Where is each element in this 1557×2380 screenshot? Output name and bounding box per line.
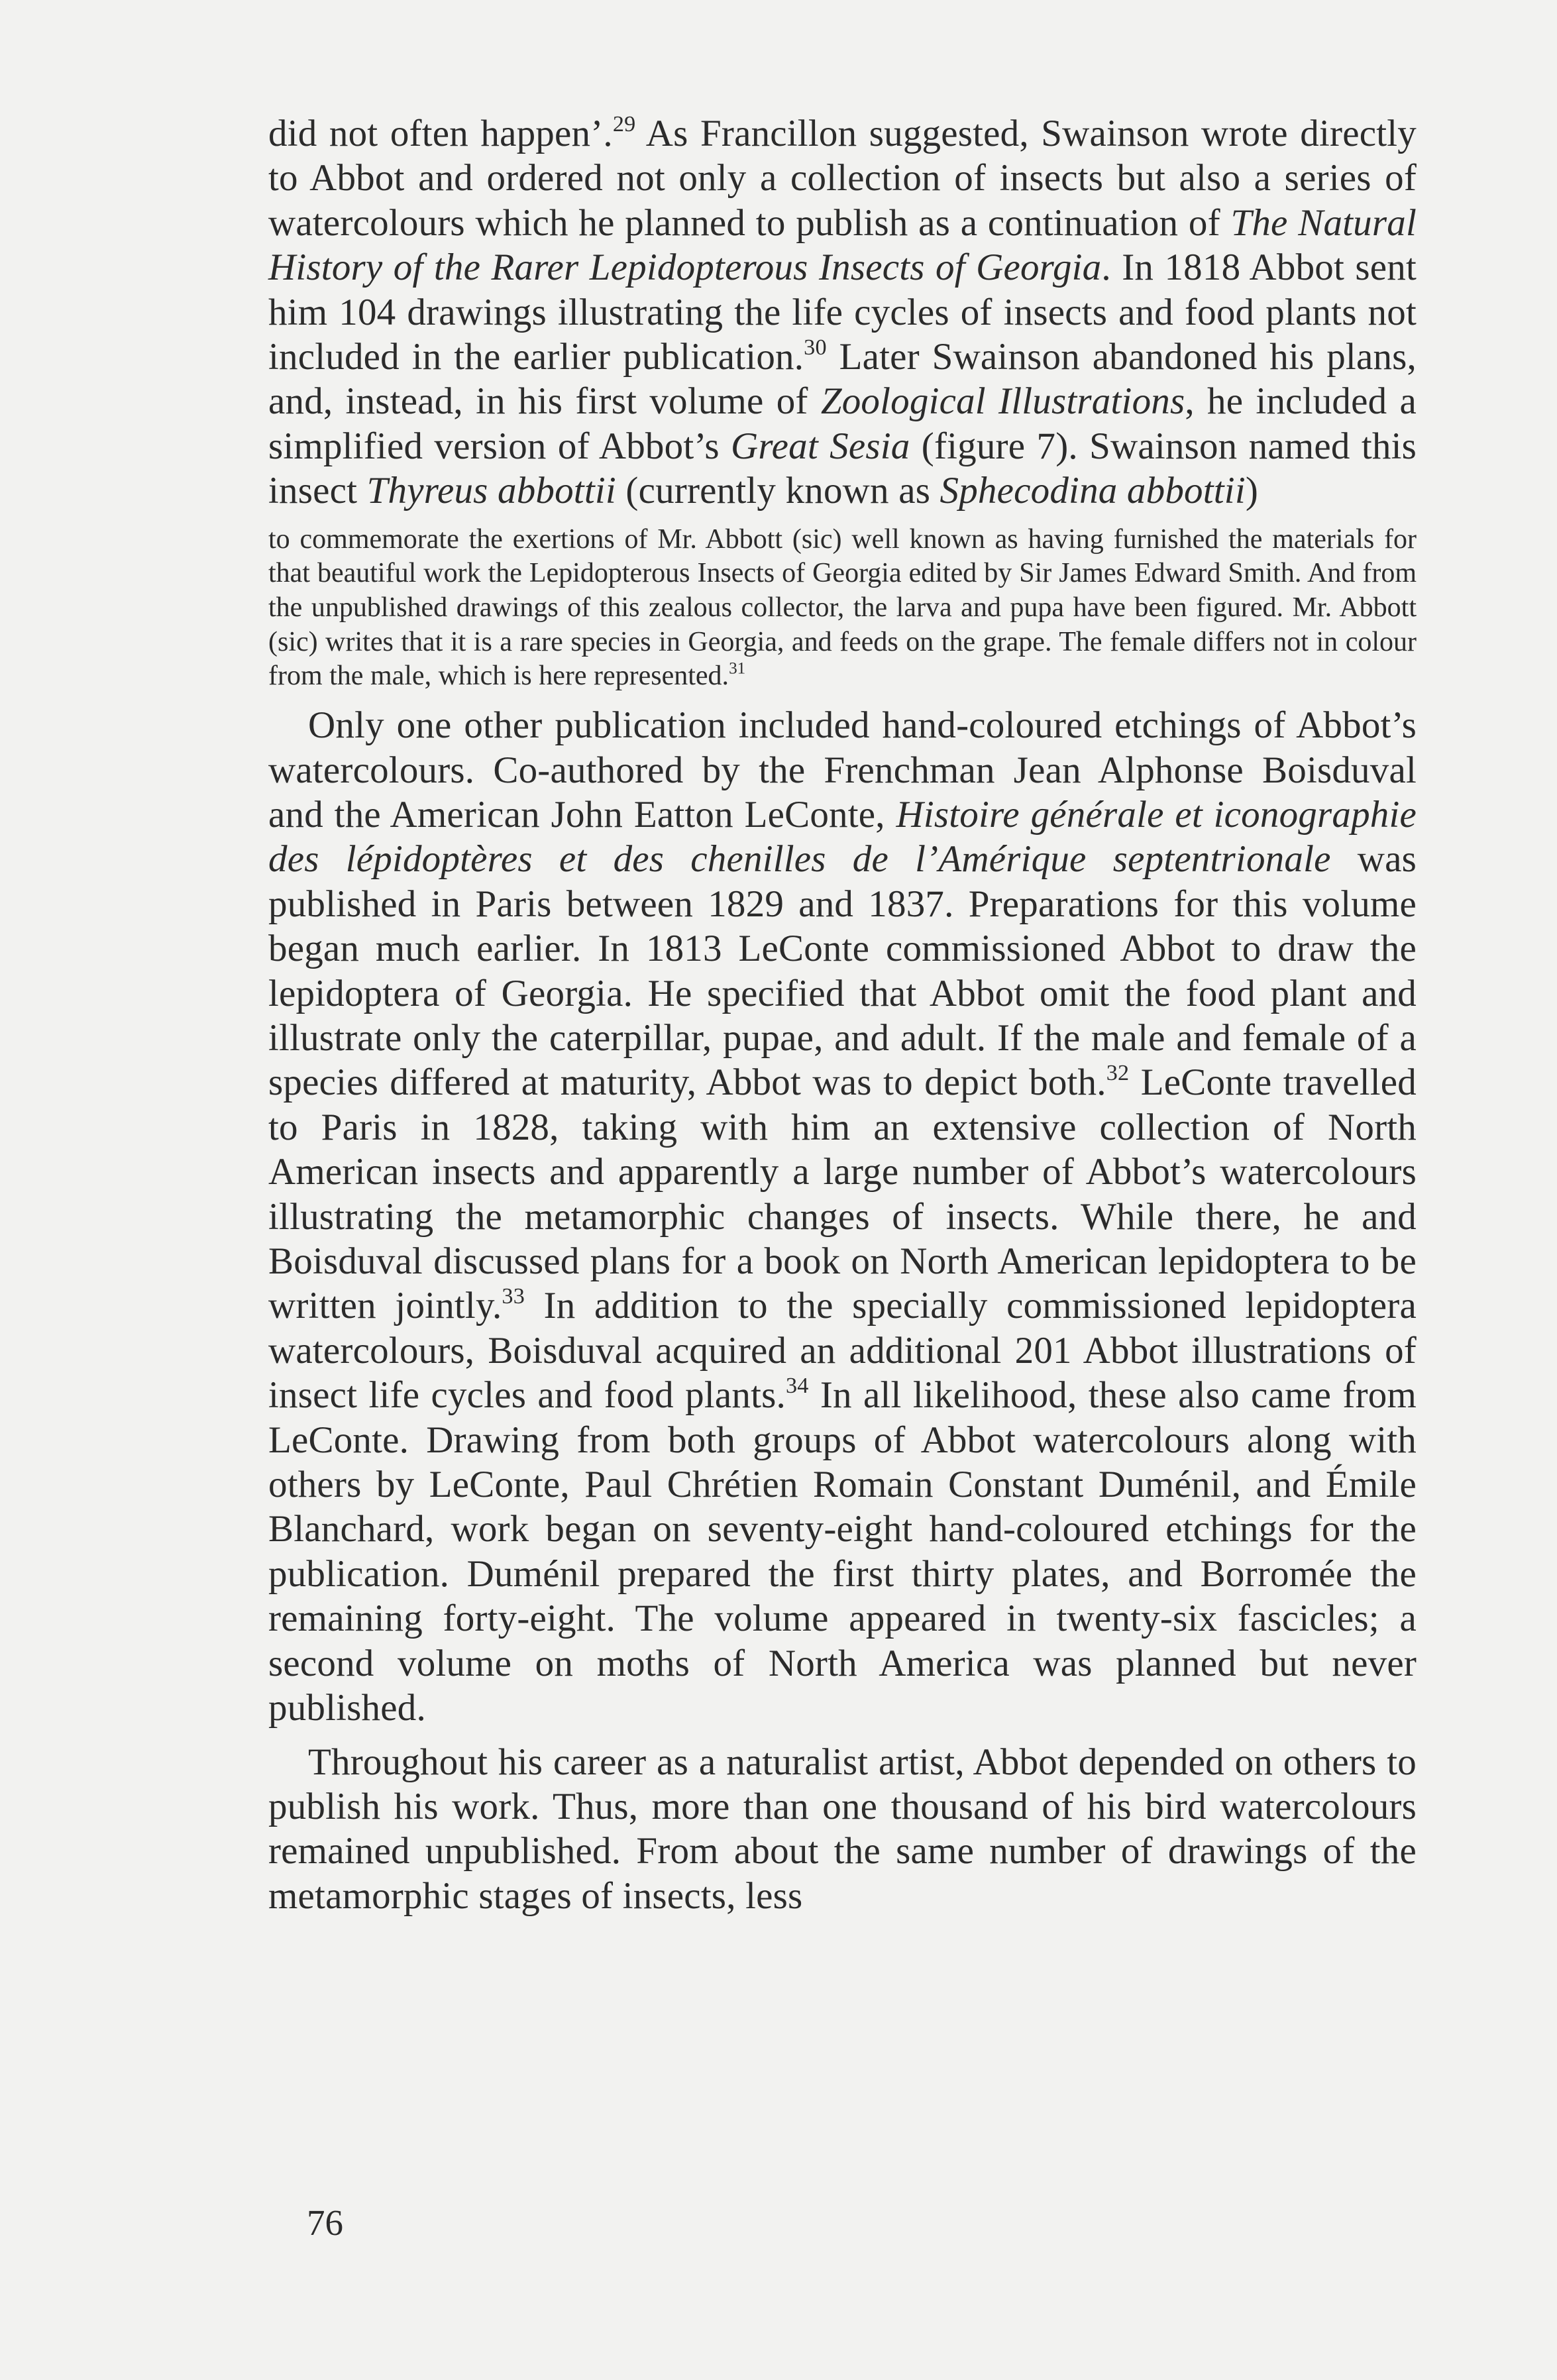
footnote-ref-31[interactable]: 31 bbox=[729, 660, 746, 678]
text-run: Only one other publication included hand-coloured etchings of Abbot’s watercolours. Co-authored by the Frenchman Jean Alphonse Boisduval and the American John Eatton LeConte, bbox=[268, 704, 1417, 836]
footnote-ref-34[interactable]: 34 bbox=[785, 1374, 809, 1399]
text-run: ) bbox=[1245, 470, 1259, 512]
footnote-ref-32[interactable]: 32 bbox=[1106, 1061, 1130, 1086]
text-run: As Francillon suggested, Swainson wrote directly to Abbot and ordered not only a collection of insects but also a series of watercolours which he planned to publish as a continuation of bbox=[268, 113, 1417, 244]
paragraph-1 bbox=[268, 111, 1417, 514]
book-title-natural-history: The Natural History of the Rarer Lepidopterous Insects of Georgia bbox=[268, 201, 1417, 289]
quote-text: to commemorate the exertions of Mr. Abbott (sic) well known as having furnished the materials for that beautiful work the Lepidopterous Insects of Georgia edited by Sir James Edward Smith. And from the unpublished drawings of this zealous collector, the larva and pupa have been figured. Mr. Abbott (sic) writes that it is a rare species in Georgia, and feeds on the grape. The female differs not in colour from the male, which is here represented. bbox=[268, 523, 1417, 692]
text-run: was published in Paris between 1829 and 1837. Preparations for this volume began much earlier. In 1813 LeConte commissioned Abbot to draw the lepidoptera of Georgia. He specified that Abbot omit the food plant and illustrate only the caterpillar, pupae, and adult. If the male and female of a species differed at maturity, Abbot was to depict both. bbox=[268, 838, 1417, 1104]
paragraph-3 bbox=[268, 1740, 1417, 1919]
paragraph-2 bbox=[268, 703, 1417, 1730]
page-number: 76 bbox=[307, 2202, 343, 2243]
text-run: Throughout his career as a naturalist artist, Abbot depended on others to publish his work. Thus, more than one thousand of his bird watercolours remained unpublished. From about the same number of drawings of the metamorphic stages of insects, less bbox=[268, 1741, 1417, 1917]
text-run: . In 1818 Abbot sent him 104 drawings illustrating the life cycles of insects and food plants not included in the earlier publication. bbox=[268, 246, 1417, 378]
block-quote bbox=[268, 523, 1417, 694]
text-run: In all likelihood, these also came from LeConte. Drawing from both groups of Abbot watercolours along with others by LeConte, Paul Chrétien Romain Constant Duménil, and Émile Blanchard, work began on seventy-eight hand-coloured etchings for the publication. Duménil prepared the first thirty plates, and Borromée the remaining forty-eight. The volume appeared in twenty-six fascicles; a second volume on moths of North America was planned but never published. bbox=[268, 1374, 1417, 1729]
text-run: (figure 7). Swainson named this insect bbox=[268, 425, 1417, 512]
footnote-ref-30[interactable]: 30 bbox=[804, 335, 827, 360]
footnote-ref-29[interactable]: 29 bbox=[612, 111, 636, 136]
book-title-histoire-generale: Histoire générale et iconographie des lépidoptères et des chenilles de l’Amérique septentrionale bbox=[268, 793, 1417, 881]
text-run: Later Swainson abandoned his plans, and, instead, in his first volume of bbox=[268, 336, 1417, 423]
species-name-thyreus: Thyreus abbottii bbox=[366, 470, 616, 512]
footnote-ref-33[interactable]: 33 bbox=[502, 1284, 525, 1309]
text-run: LeConte travelled to Paris in 1828, taking with him an extensive collection of North American insects and apparently a large number of Abbot’s watercolours illustrating the metamorphic changes of insects. While there, he and Boisduval discussed plans for a book on North American lepidoptera to be written jointly. bbox=[268, 1061, 1417, 1327]
text-run: did not often happen’. bbox=[268, 113, 613, 154]
book-title-zoological-illustrations: Zoological Illustrations bbox=[820, 380, 1185, 423]
text-run: , he included a simplified version of Abbot’s bbox=[268, 380, 1417, 467]
species-name-sphecodina: Sphecodina abbottii bbox=[940, 470, 1246, 512]
artwork-title-great-sesia: Great Sesia bbox=[731, 425, 910, 467]
page-text bbox=[268, 111, 1417, 1918]
text-run: (currently known as bbox=[616, 470, 940, 512]
text-run: In addition to the specially commissioned lepidoptera watercolours, Boisduval acquired an additional 201 Abbot illustrations of insect life cycles and food plants. bbox=[268, 1285, 1417, 1417]
